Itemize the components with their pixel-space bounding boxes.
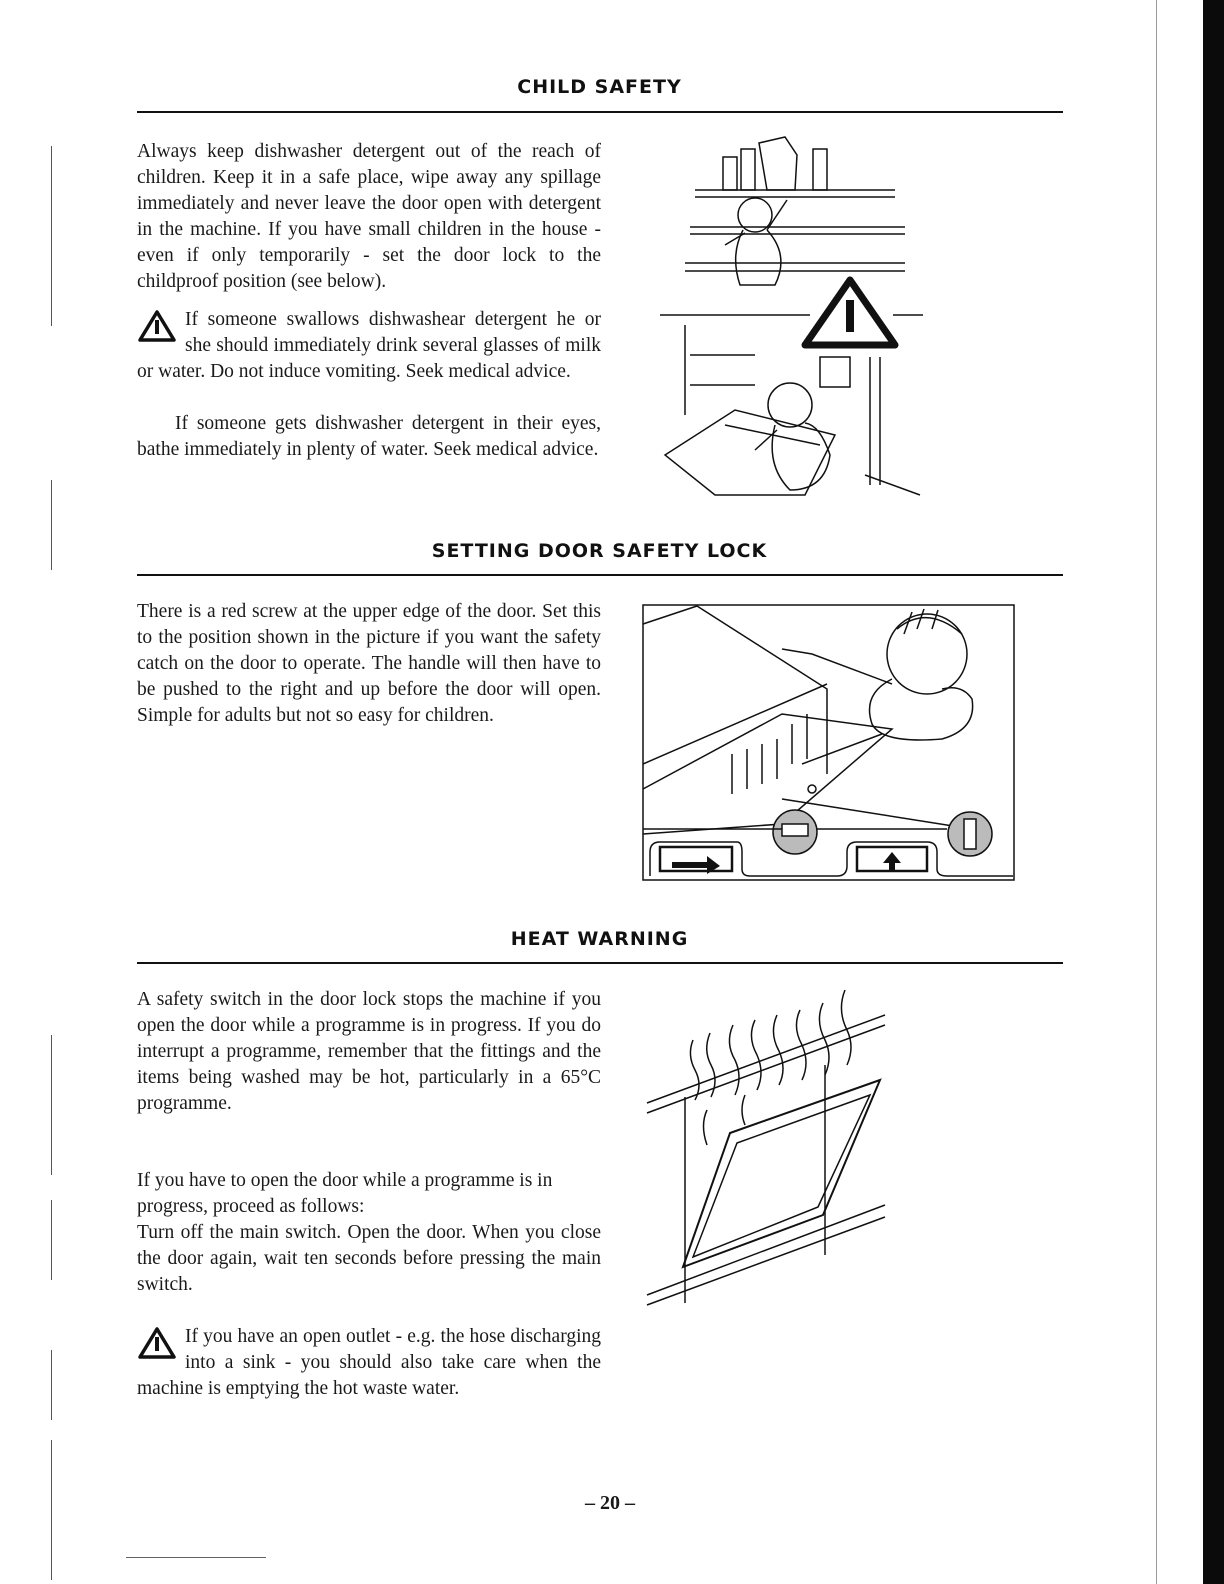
margin-mark bbox=[51, 146, 52, 326]
scan-edge-line bbox=[1156, 0, 1157, 1584]
section-title-child-safety: CHILD SAFETY bbox=[517, 76, 682, 98]
section-title-heat-warning: HEAT WARNING bbox=[510, 928, 689, 950]
section-title-door-safety-lock: SETTING DOOR SAFETY LOCK bbox=[431, 540, 768, 562]
child-reaching-detergent-illustration bbox=[655, 135, 925, 505]
margin-mark bbox=[51, 1200, 52, 1280]
page-number: – 20 – bbox=[585, 1492, 635, 1514]
margin-mark bbox=[51, 1035, 52, 1175]
scan-artifact-line bbox=[126, 1557, 266, 1558]
child-safety-paragraph-1: Always keep dishwasher detergent out of the reach of children. Keep it in a safe place, wipe away any spillage immediately and never leave the door open with detergent in the machine. If you have small children in the house - even if only temporarily - set the door lock to the childproof position (see below). bbox=[137, 141, 601, 292]
heat-warning-paragraph-1: A safety switch in the door lock stops the machine if you open the door while a programme is in progress. If you do interrupt a programme, remember that the fittings and the items being washed may be hot, particularly in a 65°C programme. bbox=[137, 989, 601, 1114]
margin-mark bbox=[51, 1350, 52, 1420]
child-safety-paragraph-2: If someone swallows dishwashear detergent he or she should immediately drink several glasses of milk or water. Do not induce vomiting. Seek medical advice. bbox=[137, 309, 601, 382]
heat-warning-paragraph-4: If you have an open outlet - e.g. the hose discharging into a sink - you should also take care when the machine is emptying the hot waste water. bbox=[137, 1326, 601, 1399]
door-lock-paragraph: There is a red screw at the upper edge of the door. Set this to the position shown in the picture if you want the safety catch on the door to operate. The handle will then have to be pushed to the right and up before the door will open. Simple for adults but not so easy for children. bbox=[137, 601, 601, 726]
scan-edge-bar bbox=[1203, 0, 1224, 1584]
warning-triangle-icon bbox=[137, 309, 177, 343]
margin-mark bbox=[51, 480, 52, 570]
heat-warning-paragraph-3: Turn off the main switch. Open the door. When you close the door again, wait ten seconds before pressing the main switch. bbox=[137, 1222, 601, 1295]
heat-warning-paragraph-2: If you have to open the door while a programme is in progress, proceed as follows: bbox=[137, 1170, 553, 1217]
section-rule bbox=[137, 962, 1063, 964]
door-safety-lock-illustration bbox=[642, 604, 1015, 881]
section-rule bbox=[137, 111, 1063, 113]
child-safety-paragraph-3: If someone gets dishwasher detergent in their eyes, bathe immediately in plenty of water. Seek medical advice. bbox=[137, 413, 601, 460]
section-rule bbox=[137, 574, 1063, 576]
hot-steam-dishwasher-illustration bbox=[645, 985, 890, 1325]
warning-triangle-icon bbox=[137, 1326, 177, 1360]
margin-mark bbox=[51, 1440, 52, 1580]
